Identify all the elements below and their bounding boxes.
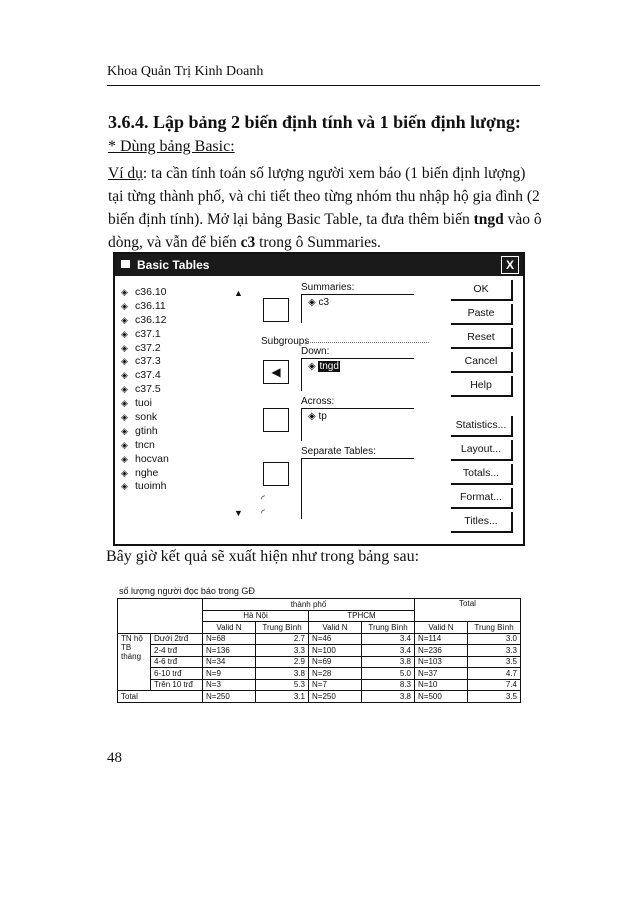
list-item[interactable]: ◈ tngd xyxy=(308,361,339,372)
col-valid-hn: Valid N xyxy=(203,622,256,634)
system-menu-icon[interactable] xyxy=(121,260,130,268)
page-header: Khoa Quản Trị Kinh Doanh xyxy=(107,64,264,79)
layout-button[interactable]: Layout... xyxy=(451,440,513,461)
variable-icon: ◈ xyxy=(121,439,128,450)
example-lead: Ví dụ xyxy=(108,165,143,182)
para-text-1: : ta cần tính toán số lượng người xem báo (1 biến định lượng) tại từng thành phố, và chi tiết theo từng nhóm thu nhập hộ gia đình (2 biến định tính). Mở lại bảng Basic Table, ta đưa thêm biến xyxy=(108,165,540,228)
scroll-up-icon[interactable]: ▲ xyxy=(234,288,243,298)
header-city: thành phố xyxy=(203,599,415,611)
col-mean-total: Trung Bình xyxy=(468,622,521,634)
col-mean-hcm: Trung Bình xyxy=(362,622,415,634)
variable-list[interactable] xyxy=(121,286,257,526)
subgroups-label: Subgroups xyxy=(261,336,310,347)
list-item[interactable]: ◈ sonk xyxy=(121,411,158,424)
list-item[interactable]: ◈ nghe xyxy=(121,466,159,479)
totals-button[interactable]: Totals... xyxy=(451,464,513,485)
variable-icon: ◈ xyxy=(121,328,128,339)
result-table xyxy=(117,598,521,703)
list-item[interactable]: ◈ c37.4 xyxy=(121,369,161,382)
table-row: Trên 10 trđ N=3 5.3 N=7 8.3 N=10 7.4 xyxy=(118,679,521,691)
radio-option-b[interactable]: ◜ xyxy=(261,508,265,519)
list-item[interactable]: ◈ tp xyxy=(308,411,327,422)
reset-button[interactable]: Reset xyxy=(451,328,513,349)
across-field[interactable] xyxy=(301,408,414,441)
move-to-summaries-button[interactable] xyxy=(263,298,289,322)
separate-tables-label: Separate Tables: xyxy=(301,446,376,457)
ok-button[interactable]: OK xyxy=(451,280,513,301)
variable-icon: ◈ xyxy=(121,342,128,353)
titles-button[interactable]: Titles... xyxy=(451,512,513,533)
list-item[interactable]: ◈ tuoimh xyxy=(121,480,167,493)
dialog-title: Basic Tables xyxy=(137,258,210,272)
row-group-label: TN hộ TB tháng xyxy=(118,633,151,691)
table-row: 4-6 trđ N=34 2.9 N=69 3.8 N=103 3.5 xyxy=(118,656,521,668)
cancel-button[interactable]: Cancel xyxy=(451,352,513,373)
variable-icon: ◈ xyxy=(121,453,128,464)
header-hanoi: Hà Nội xyxy=(203,610,309,622)
variable-icon: ◈ xyxy=(121,287,128,297)
list-item[interactable]: ◈ hocvan xyxy=(121,452,169,465)
summaries-label: Summaries: xyxy=(301,282,355,293)
result-caption: Bây giờ kết quả sẽ xuất hiện như trong bảng sau: xyxy=(106,548,420,565)
variable-icon: ◈ xyxy=(121,370,128,381)
summaries-field[interactable] xyxy=(301,294,414,323)
dialog-titlebar xyxy=(115,254,523,276)
header-total: Total xyxy=(415,599,521,622)
para-text-2: vào ô dòng, và vẫn để biến xyxy=(108,211,542,251)
para-text-3: trong ô Summaries. xyxy=(255,234,381,251)
table-row-total: Total N=250 3.1 N=250 3.8 N=500 3.5 xyxy=(118,691,521,703)
header-hcm: TPHCM xyxy=(309,610,415,622)
list-item[interactable]: ◈ tncn xyxy=(121,438,155,451)
table-caption: số lượng người đọc báo trong GĐ xyxy=(119,586,255,596)
col-valid-total: Valid N xyxy=(415,622,468,634)
subheading: * Dùng bảng Basic: xyxy=(108,138,235,155)
variable-icon: ◈ xyxy=(121,314,128,325)
basic-tables-dialog xyxy=(113,252,525,546)
page-number: 48 xyxy=(107,750,122,766)
variable-icon: ◈ xyxy=(121,481,128,492)
variable-icon: ◈ xyxy=(121,300,128,311)
list-item[interactable]: ◈ c36.12 xyxy=(121,313,167,326)
col-mean-hn: Trung Bình xyxy=(256,622,309,634)
list-item[interactable]: ◈ c3 xyxy=(308,297,330,308)
list-item[interactable]: ◈ c36.10 xyxy=(121,286,167,298)
statistics-button[interactable]: Statistics... xyxy=(451,416,513,437)
section-title: 3.6.4. Lập bảng 2 biến định tính và 1 biến định lượng: xyxy=(108,112,521,132)
format-button[interactable]: Format... xyxy=(451,488,513,509)
variable-icon: ◈ xyxy=(121,384,128,395)
var-c3: c3 xyxy=(240,234,256,251)
scroll-down-icon[interactable]: ▼ xyxy=(234,508,243,518)
down-label: Down: xyxy=(301,346,330,357)
col-valid-hcm: Valid N xyxy=(309,622,362,634)
list-item[interactable]: ◈ c37.2 xyxy=(121,341,161,354)
variable-icon: ◈ xyxy=(121,398,128,409)
variable-icon: ◈ xyxy=(121,467,128,478)
list-item[interactable]: ◈ c36.11 xyxy=(121,299,166,312)
body-paragraph xyxy=(108,162,544,254)
list-item[interactable]: ◈ c37.1 xyxy=(121,327,161,340)
variable-icon: ◈ xyxy=(121,425,128,436)
table-row: 6-10 trđ N=9 3.8 N=28 5.0 N=37 4.7 xyxy=(118,668,521,680)
move-to-across-button[interactable] xyxy=(263,408,289,432)
table-corner xyxy=(118,599,203,634)
list-item[interactable]: ◈ gtinh xyxy=(121,424,158,437)
separate-tables-field[interactable] xyxy=(301,458,414,519)
down-field[interactable] xyxy=(301,358,414,391)
close-icon[interactable]: X xyxy=(501,256,519,274)
header-rule xyxy=(107,85,540,86)
subgroups-divider xyxy=(305,342,429,343)
paste-button[interactable]: Paste xyxy=(451,304,513,325)
help-button[interactable]: Help xyxy=(451,376,513,397)
variable-icon: ◈ xyxy=(121,412,128,423)
list-item[interactable]: ◈ c37.5 xyxy=(121,383,161,396)
var-tngd: tngd xyxy=(473,211,504,228)
variable-icon: ◈ xyxy=(121,356,128,367)
move-to-separate-button[interactable] xyxy=(263,462,289,486)
radio-option-a[interactable]: ◜ xyxy=(261,494,265,505)
list-item[interactable]: ◈ c37.3 xyxy=(121,355,161,368)
move-to-down-button[interactable]: ◀ xyxy=(263,360,289,384)
across-label: Across: xyxy=(301,396,335,407)
list-item[interactable]: ◈ tuoi xyxy=(121,397,152,410)
table-row: TN hộ TB tháng Dưới 2trđ N=68 2.7 N=46 3.4 N=114 3.0 xyxy=(118,633,521,645)
table-row: 2-4 trđ N=136 3.3 N=100 3.4 N=236 3.3 xyxy=(118,645,521,657)
